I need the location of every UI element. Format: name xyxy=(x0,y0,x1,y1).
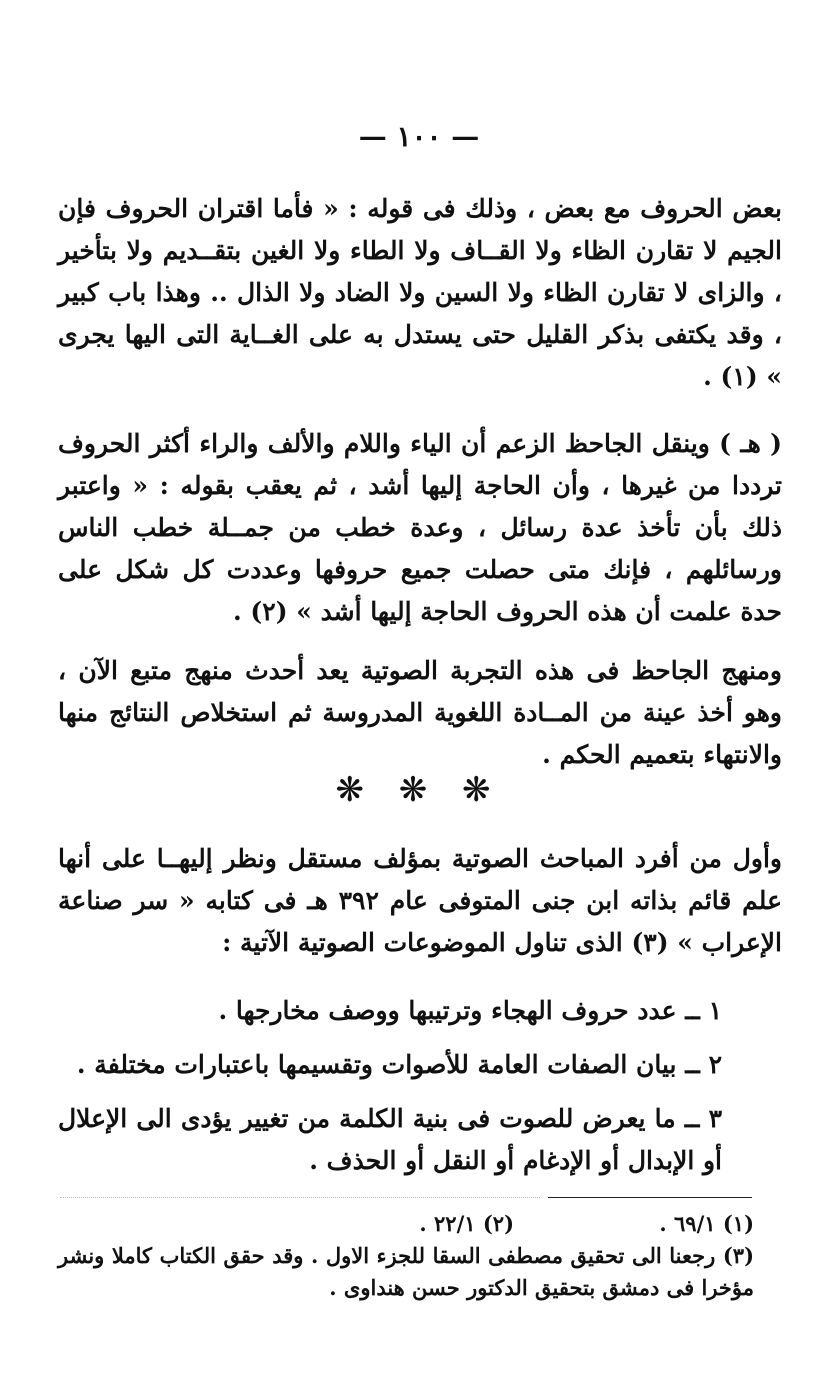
section-separator: ❋ ❋ ❋ xyxy=(335,770,503,810)
footnote-2: (٢) ٢٢/١ . xyxy=(419,1211,514,1236)
footnotes xyxy=(58,1208,782,1304)
paragraph-4: وأول من أفرد المباحث الصوتية بمؤلف مستقل ونظر إليهــا على أنها علم قائم بذاته ابن جنى المتوفى عام ٣٩٢ هـ فى كتابه « سر صناعة الإعراب » (٣) الذى تناول الموضوعات الصوتية الآتية : xyxy=(58,844,782,957)
footnote-1: (١) ٦٩/١ . xyxy=(659,1211,754,1236)
paragraph-2: ( هـ ) وينقل الجاحظ الزعم أن الياء واللام والألف والراء أكثر الحروف ترددا من غيرها ، وأن الحاجة إليها أشد ، ثم يعقب بقوله : « واعتبر ذلك بأن تأخذ عدة رسائل ، وعدة خطب من جمــلة خطب الناس ورسائلهم ، فإنك متى حصلت جميع حروفها وعددت كل شكل على حدة علمت أن هذه الحروف الحاجة إليها أشد » (٢) . xyxy=(58,429,782,626)
footnote-divider xyxy=(548,1197,752,1198)
footnote-row xyxy=(58,1208,782,1240)
list-item: ١ ــ عدد حروف الهجاء وترتيبها ووصف مخارجها . xyxy=(218,996,722,1025)
list-item: ٢ ــ بيان الصفات العامة للأصوات وتقسيمها باعتبارات مختلفة . xyxy=(76,1050,722,1079)
faint-divider xyxy=(60,1197,540,1198)
list-item: ٣ ــ ما يعرض للصوت فى بنية الكلمة من تغيير يؤدى الى الإعلال أو الإبدال أو الإدغام أو النقل أو الحذف . xyxy=(58,1104,722,1175)
footnote-3: (٣) رجعنا الى تحقيق مصطفى السقا للجزء الاول . وقد حقق الكتاب كاملا ونشر مؤخرا فى دمشق بتحقيق الدكتور حسن هنداوى . xyxy=(58,1243,754,1300)
topics-list xyxy=(58,990,782,1194)
paragraph-3: ومنهج الجاحظ فى هذه التجربة الصوتية يعد أحدث منهج متبع الآن ، وهو أخذ عينة من المــادة اللغوية المدروسة ثم استخلاص النتائج منها والانتهاء بتعميم الحكم . xyxy=(58,656,782,769)
page-number: — ١٠٠ — xyxy=(358,120,480,153)
paragraph-1: بعض الحروف مع بعض ، وذلك فى قوله : « فأما اقتران الحروف فإن الجيم لا تقارن الظاء ولا القــاف ولا الطاء ولا الغين بتقــديم ولا بتأخير ، والزاى لا تقارن الظاء ولا السين ولا الضاد ولا الذال .. وهذا باب كبير ، وقد يكتفى بذكر القليل حتى يستدل به على الغــاية التى اليها يجرى » (١) . xyxy=(58,194,782,391)
